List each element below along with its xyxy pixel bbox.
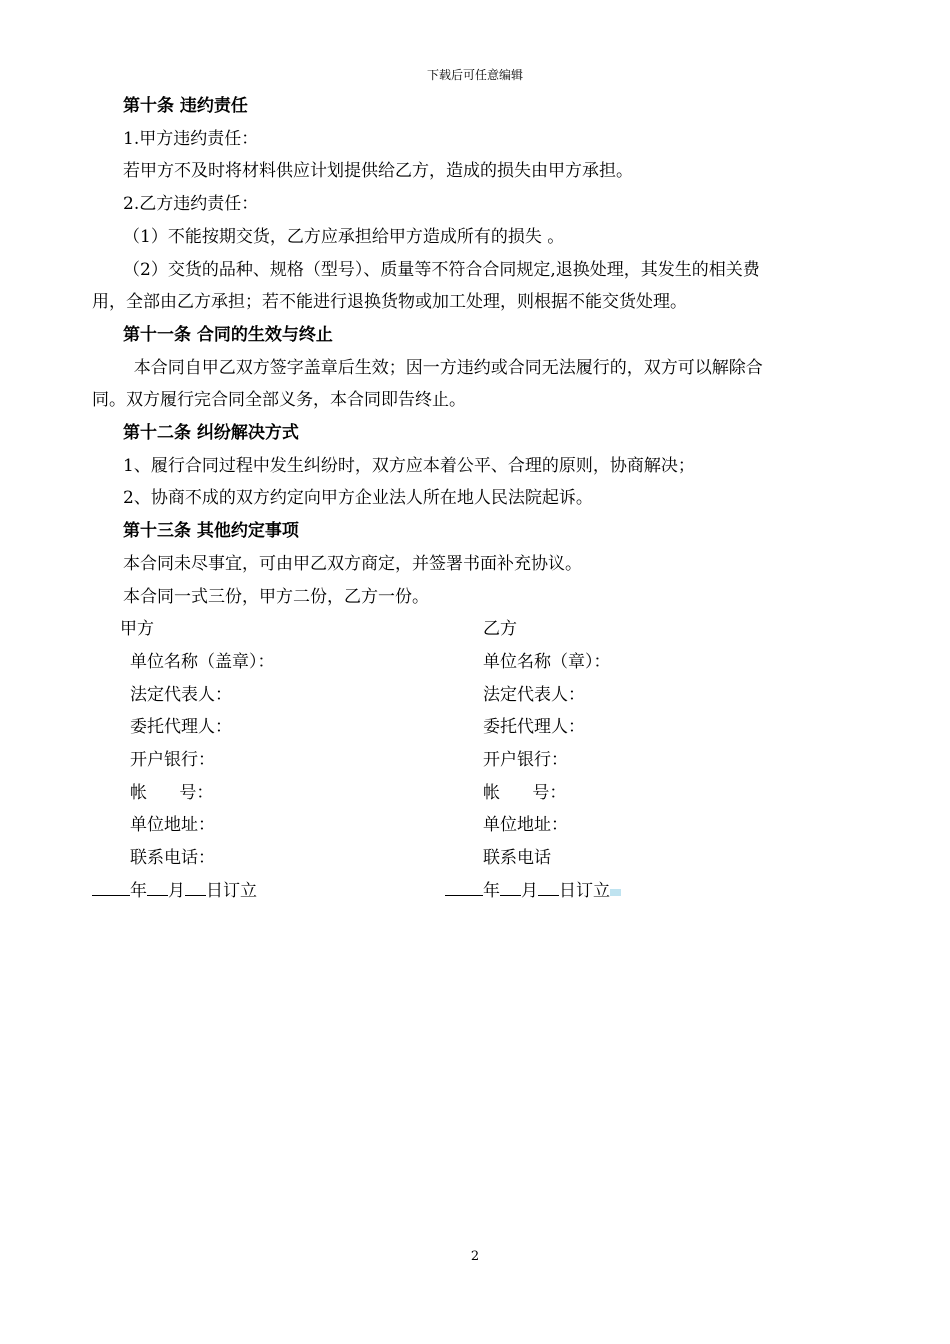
signature-address-row (92, 809, 862, 842)
page-header: 下载后可任意编辑 (426, 68, 523, 82)
article-10-party-a-title: 1.甲方违约责任： (123, 128, 259, 149)
signature-date-row (92, 875, 862, 908)
signature-legal-rep-row (92, 679, 862, 712)
party-a-agent: 委托代理人： (130, 717, 232, 738)
date-year-label: 年 (130, 880, 147, 901)
article-11-line-2: 同。双方履行完合同全部义务，本合同即告终止。 (92, 390, 466, 411)
article-10-party-b-title: 2.乙方违约责任： (123, 194, 259, 215)
article-12-item-2: 2、协商不成的双方约定向甲方企业法人所在地人民法院起诉。 (123, 488, 593, 509)
party-b-phone: 联系电话 (483, 848, 551, 869)
article-13-line-1: 本合同未尽事宜，可由甲乙双方商定，并签署书面补充协议。 (123, 553, 582, 574)
signature-bank-row (92, 744, 862, 777)
party-b-label: 乙方 (483, 619, 517, 640)
party-a-address: 单位地址： (130, 815, 215, 836)
year-blank (92, 875, 130, 896)
article-11-title: 第十一条 合同的生效与终止 (123, 324, 333, 345)
article-11-line-1: 本合同自甲乙双方签字盖章后生效；因一方违约或合同无法履行的，双方可以解除合 (123, 357, 763, 378)
date-day-label: 日订立 (559, 880, 610, 901)
party-a-phone: 联系电话： (130, 848, 215, 869)
article-13-line-2: 本合同一式三份，甲方二份，乙方一份。 (123, 586, 429, 607)
article-10-title: 第十条 违约责任 (123, 96, 248, 116)
party-a-label: 甲方 (120, 619, 154, 640)
party-b-address: 单位地址： (483, 815, 568, 836)
article-12-title: 第十二条 纠纷解决方式 (123, 423, 299, 444)
document-body (92, 90, 862, 907)
article-10-item-2-line-1: （2）交货的品种、规格（型号）、质量等不符合合同规定,退换处理，其发生的相关费 (123, 259, 760, 280)
year-blank (445, 875, 483, 896)
date-month-label: 月 (168, 880, 185, 901)
day-blank (185, 875, 206, 896)
party-a-legal-rep: 法定代表人： (130, 684, 232, 705)
month-blank (500, 875, 521, 896)
party-b-date (445, 875, 621, 908)
article-12-item-1: 1、履行合同过程中发生纠纷时，双方应本着公平、合理的原则，协商解决； (123, 455, 695, 476)
date-month-label: 月 (521, 880, 538, 901)
party-a-bank: 开户银行： (130, 750, 215, 770)
date-day-label: 日订立 (206, 880, 257, 901)
signature-party-row (92, 613, 862, 646)
party-b-agent: 委托代理人： (483, 717, 585, 738)
signature-unit-row (92, 646, 862, 679)
day-blank (538, 875, 559, 896)
party-b-account: 帐 号： (483, 782, 567, 803)
party-a-date (92, 875, 257, 908)
party-b-bank: 开户银行： (483, 750, 568, 770)
month-blank (147, 875, 168, 896)
article-10-item-2-line-2: 用，全部由乙方承担；若不能进行退换货物或加工处理，则根据不能交货处理。 (92, 292, 687, 313)
party-b-unit-name: 单位名称（章）： (483, 651, 611, 672)
date-year-label: 年 (483, 880, 500, 901)
edit-marker (610, 889, 621, 896)
signature-phone-row (92, 842, 862, 875)
signature-account-row (92, 777, 862, 810)
signature-agent-row (92, 711, 862, 744)
article-13-title: 第十三条 其他约定事项 (123, 521, 299, 542)
party-b-legal-rep: 法定代表人： (483, 684, 585, 705)
party-a-account: 帐 号： (130, 782, 214, 803)
party-a-unit-name: 单位名称（盖章）： (130, 651, 275, 672)
article-10-party-a-text: 若甲方不及时将材料供应计划提供给乙方，造成的损失由甲方承担。 (123, 161, 633, 182)
page-number: 2 (470, 1249, 480, 1264)
article-10-item-1: （1）不能按期交货，乙方应承担给甲方造成所有的损失 。 (123, 226, 565, 247)
